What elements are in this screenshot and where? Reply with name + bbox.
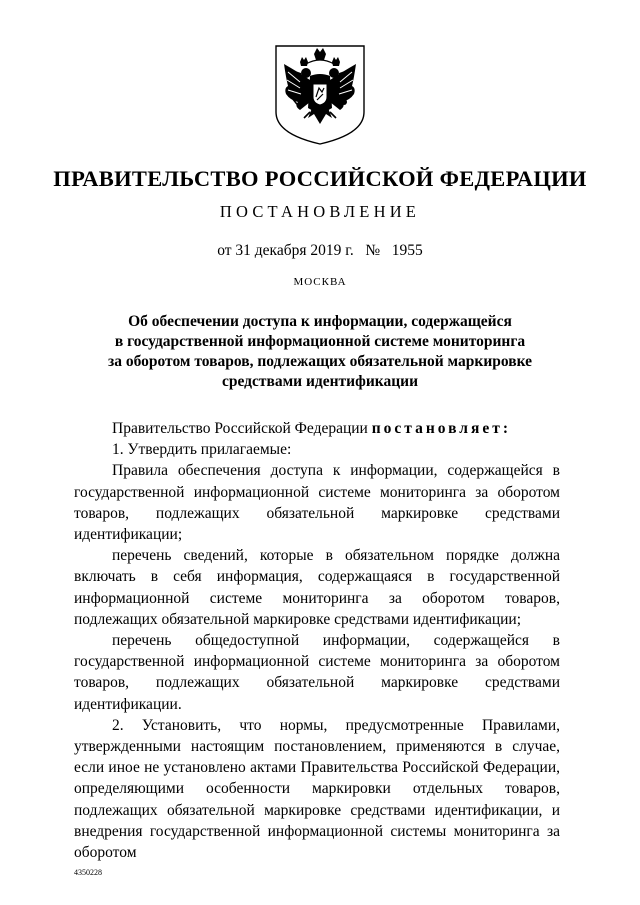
body-paragraph: 1. Утвердить прилагаемые: [112,441,292,459]
document-date: 31 декабря 2019 г. [235,242,354,259]
heading-line: в государственной информационной системе мониторинга [114,333,526,350]
document-code: 4350228 [74,868,102,877]
heading-line: средствами идентификации [221,373,418,390]
russian-coat-of-arms-icon [270,42,370,146]
city-name: МОСКВА [293,276,347,288]
document-number: 1955 [391,242,423,259]
government-title: ПРАВИТЕЛЬСТВО РОССИЙСКОЙ ФЕДЕРАЦИИ [53,166,587,191]
date-prefix: от [217,242,232,259]
body-paragraph: перечень общедоступной информации, содержащейся в государственной информационной системе мониторинга за оборотом товаров, подлежащих обязательной маркировке средствами идентификации. [74,632,560,713]
number-sign: № [365,242,381,259]
body-paragraph: Правила обеспечения доступа к информации, содержащейся в государственной информационной системе мониторинга за оборотом товаров, подлежащих обязательной маркировке средствами идентификации; [74,462,560,544]
document-heading [80,312,560,392]
body-paragraph: 2. Установить, что нормы, предусмотренные Правилами, утвержденными настоящим постановлением, применяются в случае, если иное не установлено актами Правительства Российской Федерации, определяющими особенности маркировки отдельных товаров, подлежащих обязательной маркировке средствами идентификации, и внедрения государственной информационной системы мониторинга за оборотом [74,716,560,862]
heading-line: за оборотом товаров, подлежащих обязательной маркировке [107,353,533,370]
heading-line: Об обеспечении доступа к информации, содержащейся [128,313,512,330]
intro-paragraph [74,418,560,439]
intro-keyword: постановляет: [371,420,512,437]
document-type: ПОСТАНОВЛЕНИЕ [219,202,421,221]
document-body [74,418,560,863]
document-date-number-line [0,242,640,260]
intro-text: Правительство Российской Федерации [112,420,372,437]
body-paragraph: перечень сведений, которые в обязательном порядке должна включать в себя информация, содержащаяся в государственной информационной системе мониторинга за оборотом товаров, подлежащих обязательной маркировке средствами идентификации; [74,547,560,628]
